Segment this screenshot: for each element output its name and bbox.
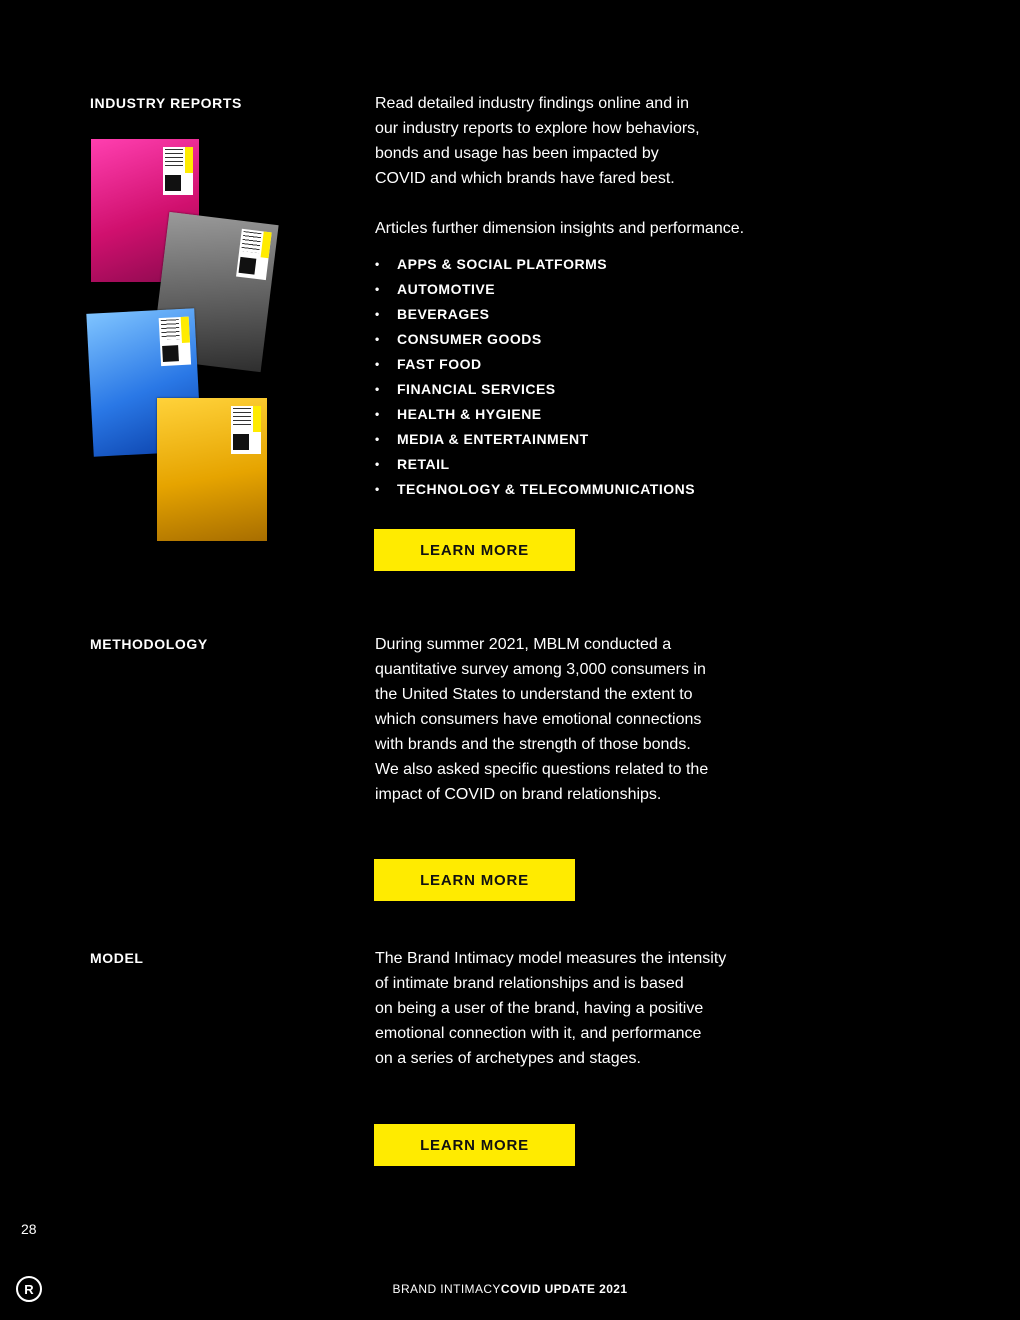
footer-brand: BRAND INTIMACY xyxy=(392,1282,501,1296)
footer-title xyxy=(0,1282,1020,1296)
section-label-methodology: METHODOLOGY xyxy=(90,636,208,652)
page-number: 28 xyxy=(21,1221,37,1237)
section-label-industry-reports: INDUSTRY REPORTS xyxy=(90,95,242,111)
industry-intro-text: Read detailed industry findings online and in our industry reports to explore how behaviors, bonds and usage has been impacted by COVID and which brands have fared best. xyxy=(375,95,700,187)
list-item[interactable]: • APPS & SOCIAL PLATFORMS xyxy=(375,252,695,277)
list-item[interactable]: • CONSUMER GOODS xyxy=(375,327,695,352)
footer-edition: COVID UPDATE 2021 xyxy=(500,1282,628,1296)
list-item[interactable]: • HEALTH & HYGIENE xyxy=(375,402,695,427)
model-text: The Brand Intimacy model measures the intensity of intimate brand relationships and is based on being a user of the brand, having a positive emotional connection with it, and performance on a series of archetypes and stages. xyxy=(375,950,727,1067)
bullet-icon: • xyxy=(375,357,380,371)
bullet-icon: • xyxy=(375,382,380,396)
industry-list xyxy=(375,252,695,502)
bullet-icon: • xyxy=(375,257,380,271)
registered-logo-icon: R xyxy=(16,1276,42,1302)
methodology-learn-more-button[interactable]: LEARN MORE xyxy=(374,859,575,901)
list-item[interactable]: • RETAIL xyxy=(375,452,695,477)
list-item[interactable]: • FAST FOOD xyxy=(375,352,695,377)
model-learn-more-button[interactable]: LEARN MORE xyxy=(374,1124,575,1166)
bullet-icon: • xyxy=(375,332,380,346)
list-item[interactable]: • MEDIA & ENTERTAINMENT xyxy=(375,427,695,452)
list-item[interactable]: • FINANCIAL SERVICES xyxy=(375,377,695,402)
section-label-model: MODEL xyxy=(90,950,144,966)
bullet-icon: • xyxy=(375,457,380,471)
methodology-text: During summer 2021, MBLM conducted a quantitative survey among 3,000 consumers in the United States to understand the extent to which consumers have emotional connections with brands and the strength of those bonds. We also asked specific questions related to the impact of COVID on brand relationships. xyxy=(375,636,709,803)
industry-learn-more-button[interactable]: LEARN MORE xyxy=(374,529,575,571)
industry-articles-text: Articles further dimension insights and performance. xyxy=(375,220,745,237)
bullet-icon: • xyxy=(375,482,380,496)
bullet-icon: • xyxy=(375,282,380,296)
list-item[interactable]: • BEVERAGES xyxy=(375,302,695,327)
fast-food-report-cover[interactable] xyxy=(157,398,267,541)
bullet-icon: • xyxy=(375,432,380,446)
bullet-icon: • xyxy=(375,307,380,321)
list-item[interactable]: • TECHNOLOGY & TELECOMMUNICATIONS xyxy=(375,477,695,502)
list-item[interactable]: • AUTOMOTIVE xyxy=(375,277,695,302)
bullet-icon: • xyxy=(375,407,380,421)
